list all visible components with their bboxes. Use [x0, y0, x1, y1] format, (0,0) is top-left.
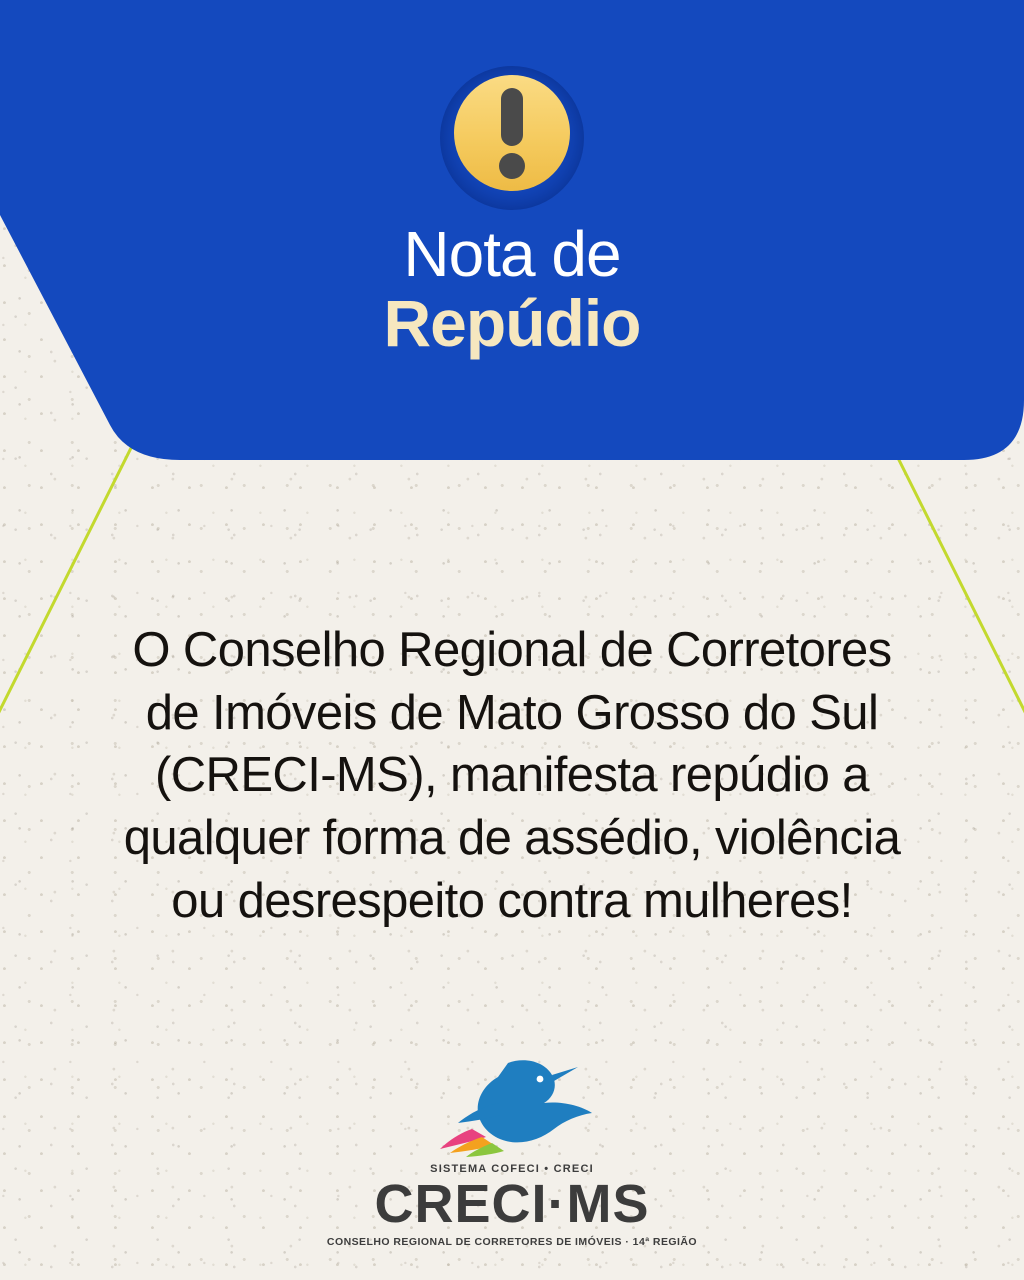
logo-tagline: CONSELHO REGIONAL DE CORRETORES DE IMÓVEIS · 14ª REGIÃO — [326, 1236, 698, 1248]
statement-body-text: O Conselho Regional de Corretores de Imóveis de Mato Grosso do Sul (CRECI-MS), manifesta repúdio a qualquer forma de assédio, violência ou desrespeito contra mulheres! — [123, 623, 901, 928]
page-title — [0, 218, 1024, 360]
title-line-two: Repúdio — [383, 286, 641, 360]
title-line-one: Nota de — [403, 218, 621, 290]
logo-name: CRECI·MS — [374, 1174, 650, 1234]
logo-system-label: SISTEMA COFECI • CRECI — [430, 1163, 594, 1175]
exclamation-warning-icon — [437, 60, 587, 210]
creci-ms-logo — [302, 1051, 722, 1248]
hummingbird-logo-icon — [412, 1051, 612, 1161]
